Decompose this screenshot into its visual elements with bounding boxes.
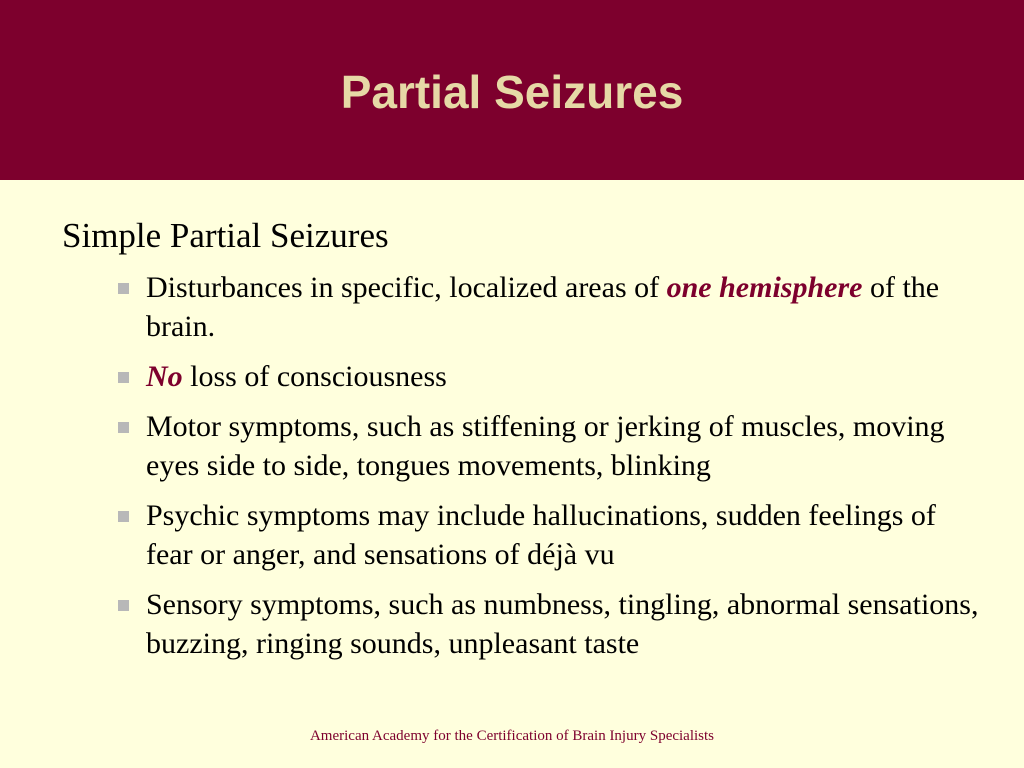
- bullet-item: [62, 268, 982, 346]
- square-bullet-icon: [118, 283, 129, 294]
- slide-title: Partial Seizures: [340, 66, 684, 118]
- bullet-text: Psychic symptoms may include hallucinations, sudden feelings of fear or anger, and sensations of déjà vu: [146, 499, 936, 571]
- bullet-item: [62, 496, 982, 574]
- bullet-text: Sensory symptoms, such as numbness, tingling, abnormal sensations, buzzing, ringing sounds, unpleasant taste: [146, 588, 979, 660]
- bullet-item: [62, 357, 982, 396]
- section-heading: Simple Partial Seizures: [62, 216, 389, 255]
- bullet-text: of the brain.: [146, 271, 940, 343]
- bullet-emphasis: one hemisphere: [666, 271, 863, 304]
- square-bullet-icon: [118, 511, 129, 522]
- bullet-list: [62, 268, 982, 663]
- bullet-item: [62, 585, 982, 663]
- square-bullet-icon: [118, 372, 129, 383]
- bullet-text: loss of consciousness: [182, 360, 447, 393]
- bullet-emphasis: No: [146, 360, 183, 393]
- bullet-item: [62, 407, 982, 485]
- bullet-text: Disturbances in specific, localized areas of: [146, 271, 667, 304]
- square-bullet-icon: [118, 422, 129, 433]
- slide-footer: American Academy for the Certification of Brain Injury Specialists: [309, 728, 715, 744]
- square-bullet-icon: [118, 600, 129, 611]
- bullet-text: Motor symptoms, such as stiffening or jerking of muscles, moving eyes side to side, tongues movements, blinking: [146, 410, 945, 482]
- slide-content: [62, 214, 982, 674]
